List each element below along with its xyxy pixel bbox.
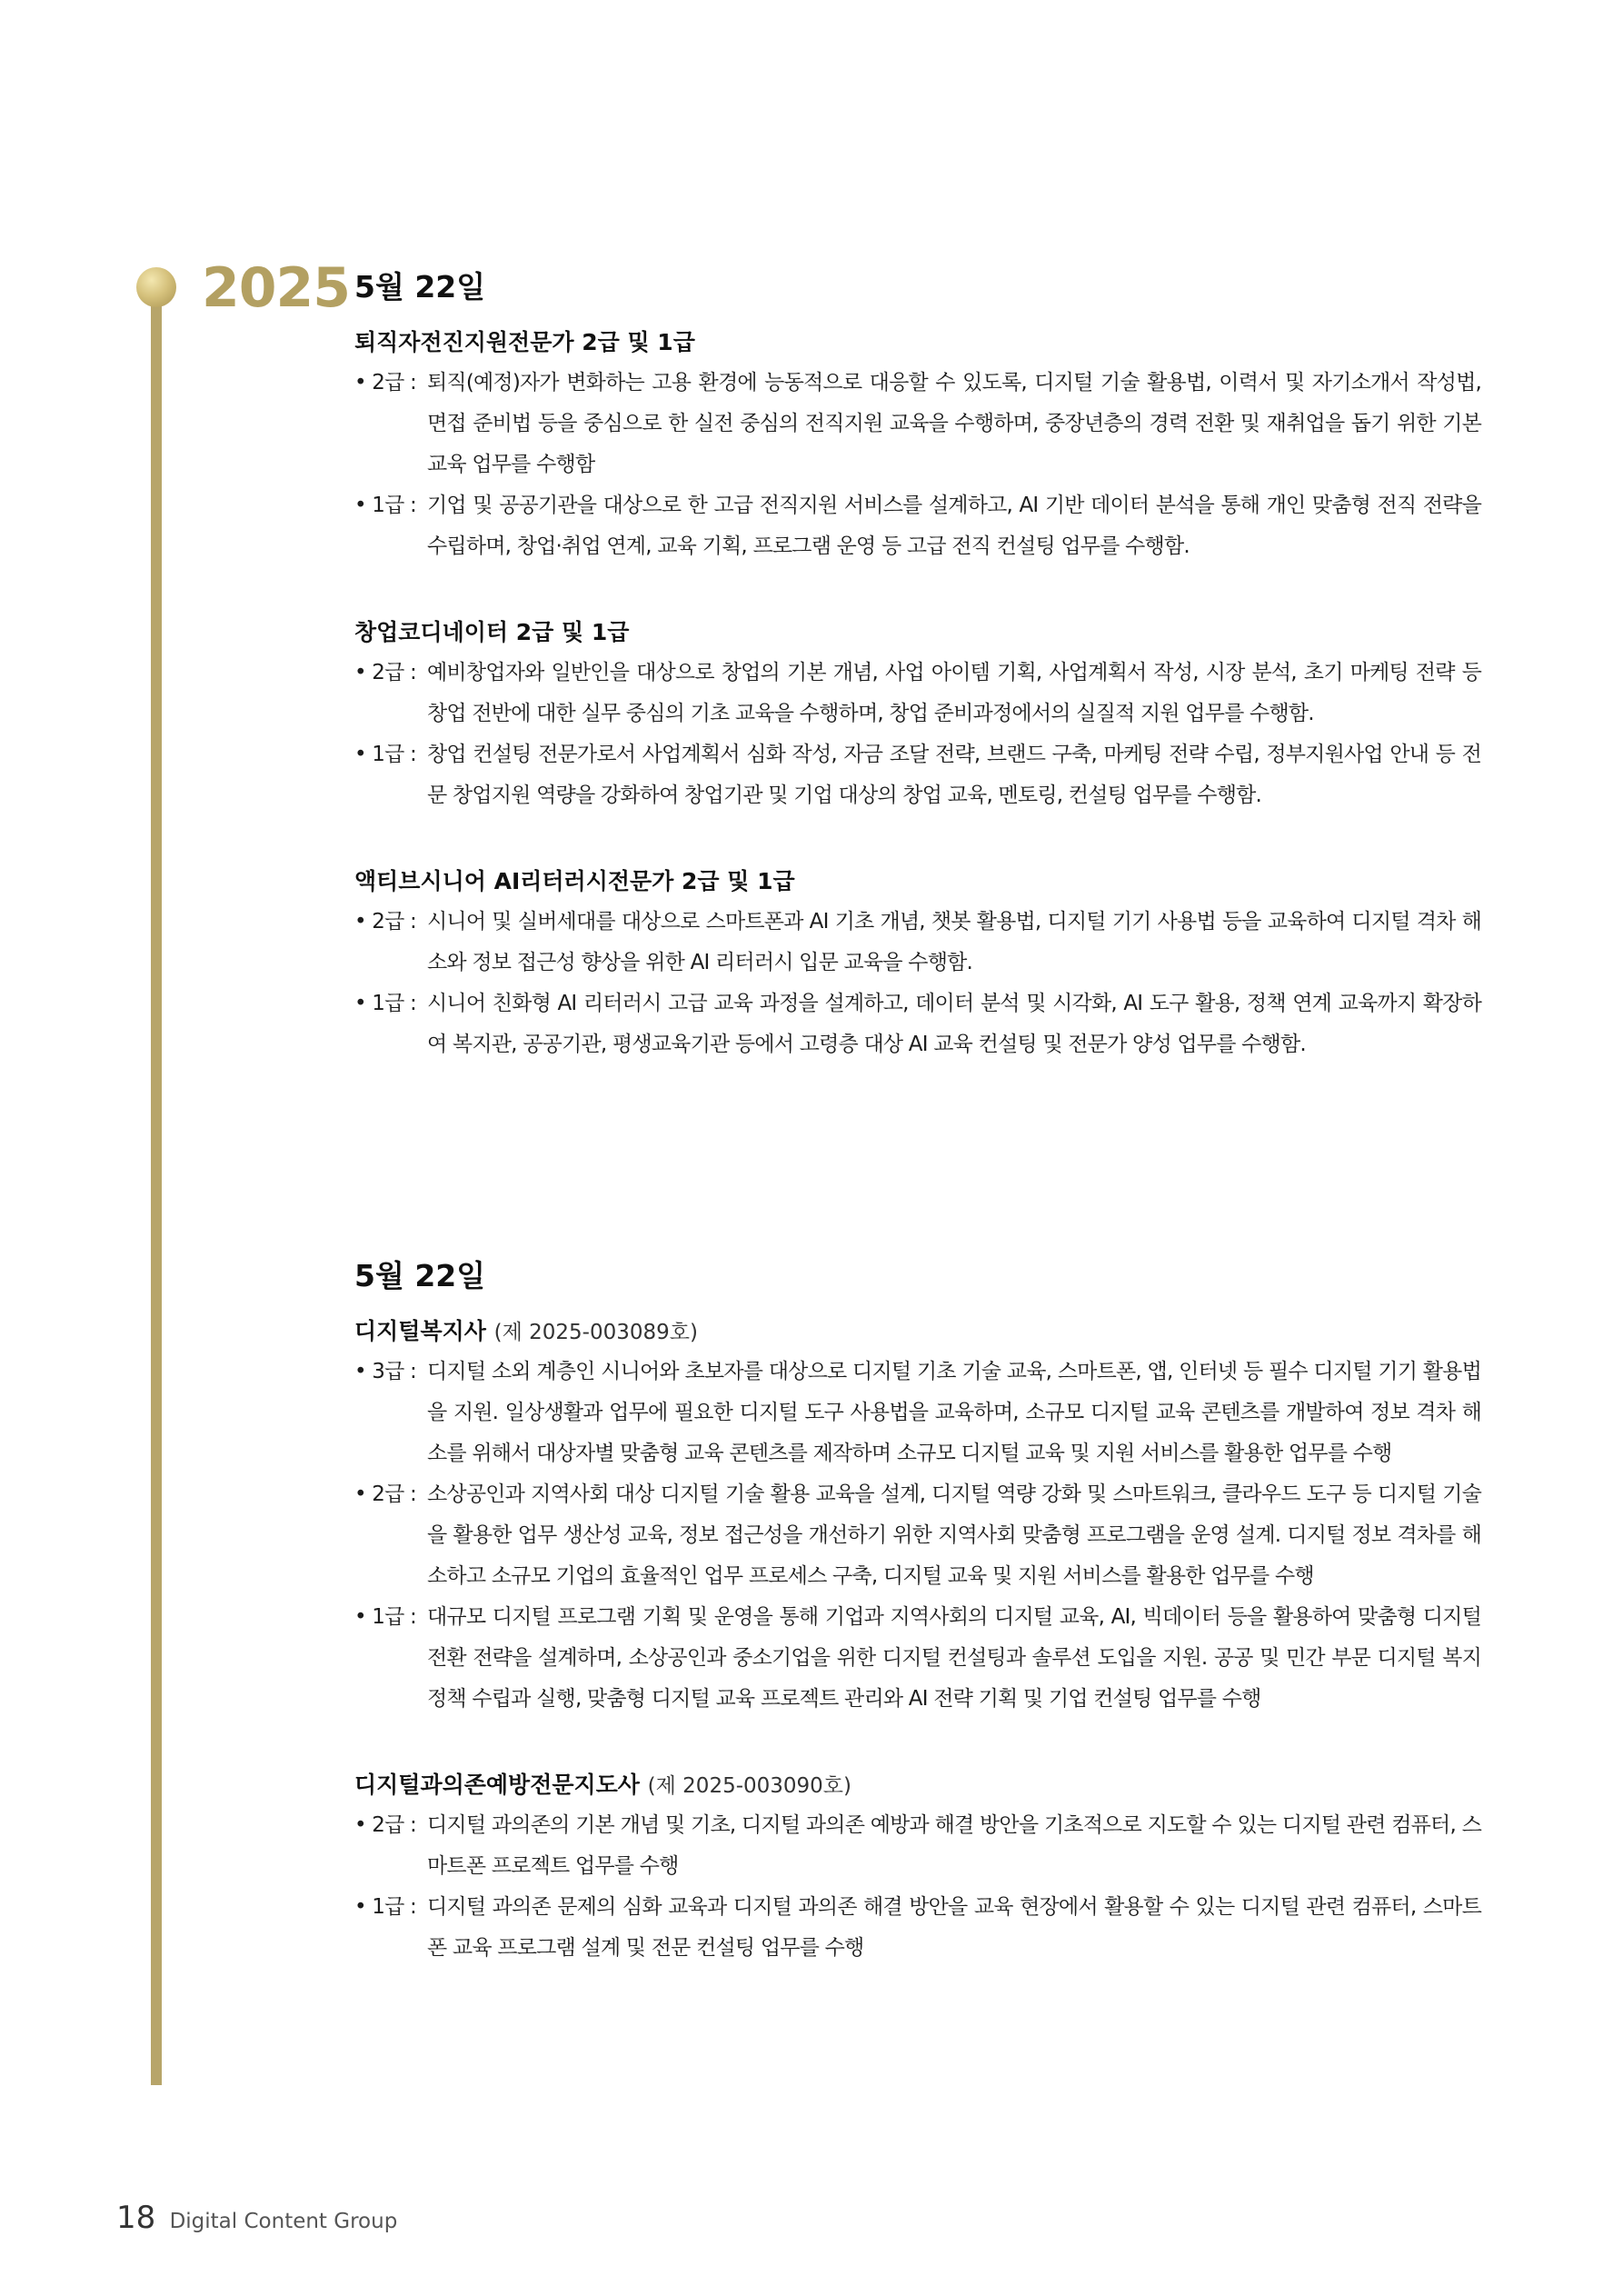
grade-label: • 2급 : [354, 910, 416, 933]
grade-description: 대규모 디지털 프로그램 기획 및 운영을 통해 기업과 지역사회의 디지털 교육, AI, 빅데이터 등을 활용하여 맞춤형 디지털 전환 전략을 설계하며, 소상공인과 중소기업을 위한 디지털 컨설팅과 솔루션 도입을 지원. 공공 및 민간 부문 디지털 복지 정책 수립과 실행, 맞춤형 디지털 교육 프로젝트 관리와 AI 전략 기획 및 기업 컨설팅 업무를 수행 [427, 1605, 1481, 1711]
page-number: 18 [116, 2200, 156, 2236]
grade-item [354, 1352, 1481, 1474]
section-date: 5월 22일 [354, 1258, 486, 1293]
cert-title [354, 1767, 1481, 1800]
grade-description: 퇴직(예정)자가 변화하는 고용 환경에 능동적으로 대응할 수 있도록, 디지털 기술 활용법, 이력서 및 자기소개서 작성법, 면접 준비법 등을 중심으로 한 실전 중심의 전직지원 교육을 수행하며, 중장년층의 경력 전환 및 재취업을 돕기 위한 기본 교육 업무를 수행함 [427, 371, 1481, 476]
cert-block [354, 1767, 1481, 1969]
grade-description: 디지털 과의존 문제의 심화 교육과 디지털 과의존 해결 방안을 교육 현장에서 활용할 수 있는 디지털 관련 컴퓨터, 스마트폰 교육 프로그램 설계 및 전문 컨설팅 업무를 수행 [427, 1895, 1481, 1960]
cert-name: 디지털과의존예방전문지도사 [354, 1772, 640, 1798]
cert-title [354, 1313, 1481, 1346]
grade-label: • 2급 : [354, 1813, 416, 1837]
grade-item [354, 983, 1481, 1065]
grade-label: • 1급 : [354, 1605, 416, 1629]
grade-item [354, 1805, 1481, 1887]
cert-block [354, 863, 1481, 1065]
cert-block [354, 1313, 1481, 1720]
year-label: 2025 [202, 256, 350, 320]
grade-item [354, 485, 1481, 567]
grade-label: • 1급 : [354, 743, 416, 766]
section-2 [354, 1253, 1481, 2016]
page-footer [116, 2200, 397, 2236]
grade-description: 디지털 과의존의 기본 개념 및 기초, 디지털 과의존 예방과 해결 방안을 기초적으로 지도할 수 있는 디지털 관련 컴퓨터, 스마트폰 프로젝트 업무를 수행 [427, 1813, 1481, 1878]
grade-label: • 2급 : [354, 661, 416, 684]
grade-item [354, 902, 1481, 983]
grade-item [354, 1887, 1481, 1969]
cert-title: 창업코디네이터 2급 및 1급 [354, 619, 630, 645]
grade-item [354, 1597, 1481, 1720]
cert-registration-number: (제 2025-003090호) [647, 1774, 851, 1798]
grade-description: 창업 컨설팅 전문가로서 사업계획서 심화 작성, 자금 조달 전략, 브랜드 구축, 마케팅 전략 수립, 정부지원사업 안내 등 전문 창업지원 역량을 강화하여 창업기관 및 기업 대상의 창업 교육, 멘토링, 컨설팅 업무를 수행함. [427, 743, 1481, 807]
grade-description: 시니어 친화형 AI 리터러시 고급 교육 과정을 설계하고, 데이터 분석 및 시각화, AI 도구 활용, 정책 연계 교육까지 확장하여 복지관, 공공기관, 평생교육기관 등에서 고령층 대상 AI 교육 컨설팅 및 전문가 양성 업무를 수행함. [427, 992, 1481, 1056]
section-1 [354, 264, 1481, 1113]
publisher-name: Digital Content Group [169, 2210, 398, 2233]
grade-item [354, 653, 1481, 734]
cert-name: 디지털복지사 [354, 1318, 486, 1344]
grade-label: • 1급 : [354, 1895, 416, 1919]
grade-label: • 1급 : [354, 992, 416, 1015]
grade-description: 소상공인과 지역사회 대상 디지털 기술 활용 교육을 설계, 디지털 역량 강화 및 스마트워크, 클라우드 도구 등 디지털 기술을 활용한 업무 생산성 교육, 정보 접근성을 개선하기 위한 지역사회 맞춤형 프로그램을 운영 설계. 디지털 정보 격차를 해소하고 소규모 기업의 효율적인 업무 프로세스 구축, 디지털 교육 및 지원 서비스를 활용한 업무를 수행 [427, 1482, 1481, 1588]
grade-item [354, 363, 1481, 485]
grade-label: • 3급 : [354, 1360, 416, 1383]
grade-description: 시니어 및 실버세대를 대상으로 스마트폰과 AI 기초 개념, 챗봇 활용법, 디지털 기기 사용법 등을 교육하여 디지털 격차 해소와 정보 접근성 향상을 위한 AI 리터러시 입문 교육을 수행함. [427, 910, 1481, 974]
grade-description: 예비창업자와 일반인을 대상으로 창업의 기본 개념, 사업 아이템 기획, 사업계획서 작성, 시장 분석, 초기 마케팅 전략 등 창업 전반에 대한 실무 중심의 기초 교육을 수행하며, 창업 준비과정에서의 실질적 지원 업무를 수행함. [427, 661, 1481, 725]
grade-label: • 2급 : [354, 1482, 416, 1506]
section-date: 5월 22일 [354, 269, 486, 304]
cert-block [354, 324, 1481, 567]
grade-description: 기업 및 공공기관을 대상으로 한 고급 전직지원 서비스를 설계하고, AI 기반 데이터 분석을 통해 개인 맞춤형 전직 전략을 수립하며, 창업·취업 연계, 교육 기획, 프로그램 운영 등 고급 전직 컨설팅 업무를 수행함. [427, 494, 1481, 558]
timeline-dot [136, 267, 176, 307]
grade-description: 디지털 소외 계층인 시니어와 초보자를 대상으로 디지털 기초 기술 교육, 스마트폰, 앱, 인터넷 등 필수 디지털 기기 활용법을 지원. 일상생활과 업무에 필요한 디지털 도구 사용법을 교육하며, 소규모 디지털 교육 콘텐츠를 개발하여 정보 격차 해소를 위해서 대상자별 맞춤형 교육 콘텐츠를 제작하며 소규모 디지털 교육 및 지원 서비스를 활용한 업무를 수행 [427, 1360, 1481, 1465]
cert-title: 퇴직자전진지원전문가 2급 및 1급 [354, 329, 695, 355]
cert-block [354, 614, 1481, 816]
cert-registration-number: (제 2025-003089호) [493, 1321, 698, 1344]
grade-label: • 2급 : [354, 371, 416, 394]
grade-label: • 1급 : [354, 494, 416, 517]
cert-title: 액티브시니어 AI리터러시전문가 2급 및 1급 [354, 868, 795, 894]
timeline-line [151, 273, 162, 2085]
grade-item [354, 734, 1481, 816]
grade-item [354, 1474, 1481, 1597]
